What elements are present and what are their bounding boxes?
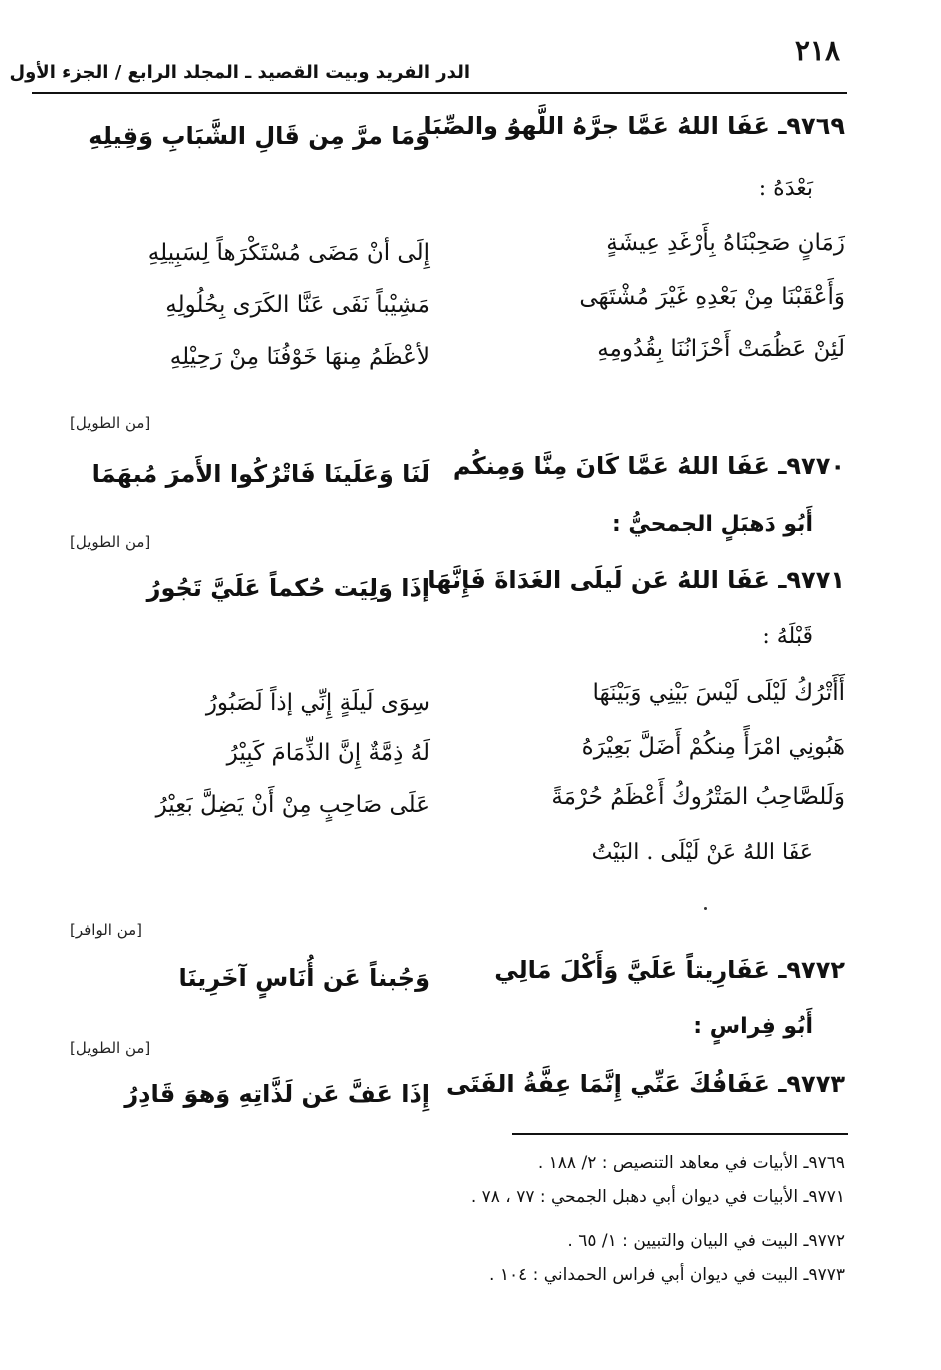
verse-9770-second-hemistich: لَنَا وَعَلَينَا فَاتْرُكُوا الأَمرَ مُبهَمَا <box>91 460 430 488</box>
verse-9772-second-hemistich: وَجُبناً عَن أُنَاسٍ آخَرِينَا <box>178 964 430 992</box>
verse-9769-intro: بَعْدَهُ : <box>758 176 813 201</box>
verse-9771-line-3-second: عَلَى صَاحِبٍ مِنْ أَنْ يَضِلَّ بَعِيْرُ <box>155 792 430 818</box>
footnote-9772: ٩٧٧٢ـ البيت في البيان والتبيين : ١/ ٦٥ . <box>567 1231 845 1251</box>
print-speck <box>704 907 707 910</box>
footnote-rule <box>512 1133 848 1135</box>
running-head: الدر الفريد وبيت القصيد ـ المجلد الرابع / الجزء الأول <box>9 62 470 83</box>
footnote-9771: ٩٧٧١ـ الأبيات في ديوان أبي دهبل الجمحي : ٧٧ ، ٧٨ . <box>470 1187 845 1207</box>
verse-9769-line-1-second: إِلَى أنْ مَضَى مُسْتَكْرَهاً لِسَبِيلِهِ <box>147 240 430 266</box>
verse-9771-intro: قَبْلَهُ : <box>762 624 813 649</box>
meter-label-9772: [من الوافر] <box>70 921 143 939</box>
verse-9771-line-3-first: وَلَلصَّاحِبُ المَتْرُوكُ أَعْظَمُ حُرْمَةً <box>551 784 845 810</box>
verse-9771-second-hemistich: إذَا وَلِيَت حُكماً عَلَيَّ تَجُورُ <box>146 574 430 602</box>
verse-9771-line-1-first: أَأَتْرُكُ لَيْلَى لَيْسَ بَيْنِي وَبَيْنَهَا <box>592 680 845 706</box>
verse-9769-first-hemistich: ٩٧٦٩ـ عَفَا اللهُ عَمَّا جرَّهُ اللَّهوُ والصِّبَا <box>423 112 845 140</box>
meter-label-9771: [من الطويل] <box>70 533 151 551</box>
verse-9769-line-3-first: لَئِنْ عَظُمَتْ أَحْزَانُنَا بِقُدُومِهِ <box>597 336 845 362</box>
verse-9772-first-hemistich: ٩٧٧٢ـ عَفَارِيتاً عَلَيَّ وَأَكْلَ مَالِي <box>494 956 845 984</box>
verse-9771-line-2-second: لَهُ ذِمَّةٌ إِنَّ الذِّمَامَ كَبِيْرُ <box>226 740 430 766</box>
verse-9769-second-hemistich: وَمَا مرَّ مِن قَالِ الشَّبَابِ وَقِيلِهِ <box>88 122 430 150</box>
verse-9771-first-hemistich: ٩٧٧١ـ عَفَا اللهُ عَن لَيلَى الغَدَاةَ فَإِنَّهَا <box>427 566 845 594</box>
poet-attribution-9771: أَبُو دَهبَلٍ الجمحيُّ : <box>611 512 813 537</box>
verse-9771-closing-note: عَفَا اللهُ عَنْ لَيْلَى . البَيْتُ <box>591 840 813 865</box>
verse-9769-line-3-second: لأعْظَمُ مِنهَا خَوْفُنَا مِنْ رَحِيْلِهِ <box>169 344 430 370</box>
verse-9769-line-1-first: زَمَانٍ صَحِبْنَاهُ بِأَرْغَدِ عِيشَةٍ <box>606 230 845 256</box>
footnote-9769: ٩٧٦٩ـ الأبيات في معاهد التنصيص : ٢/ ١٨٨ . <box>537 1153 845 1173</box>
verse-9769-line-2-second: مَشِيْباً نَفَى عَنَّا الكَرَى بِحُلُولِهِ <box>165 292 430 318</box>
verse-9771-line-1-second: سِوَى لَيلَةٍ إِنِّي إذاً لَصَبُورُ <box>205 690 430 716</box>
verse-9773-second-hemistich: إِذَا عَفَّ عَن لَذَّاتِهِ وَهوَ قَادِرُ <box>124 1080 430 1108</box>
verse-9770-first-hemistich: ٩٧٧٠ـ عَفَا اللهُ عَمَّا كَانَ مِنَّا وَمِنكُم <box>452 452 845 480</box>
meter-label-9773: [من الطويل] <box>70 1039 151 1057</box>
header-rule <box>32 92 847 94</box>
verse-9771-line-2-first: هَبُونِي امْرَأً مِنكُمْ أَضَلَّ بَعِيْرَهُ <box>581 734 845 760</box>
verse-9769-line-2-first: وَأَعْقَبْنَا مِنْ بَعْدِهِ غَيْرَ مُشْتَهَى <box>579 284 845 310</box>
footnote-9773: ٩٧٧٣ـ البيت في ديوان أبي فراس الحمداني : ١٠٤ . <box>489 1265 845 1285</box>
poet-attribution-9773: أَبُو فِراسٍ : <box>693 1014 813 1039</box>
verse-9773-first-hemistich: ٩٧٧٣ـ عَفَافُكَ عَنِّي إِنَّمَا عِفَّةُ الفَتَى <box>446 1070 845 1098</box>
meter-label-9770: [من الطويل] <box>70 414 151 432</box>
page-number: ٢١٨ <box>794 34 840 67</box>
